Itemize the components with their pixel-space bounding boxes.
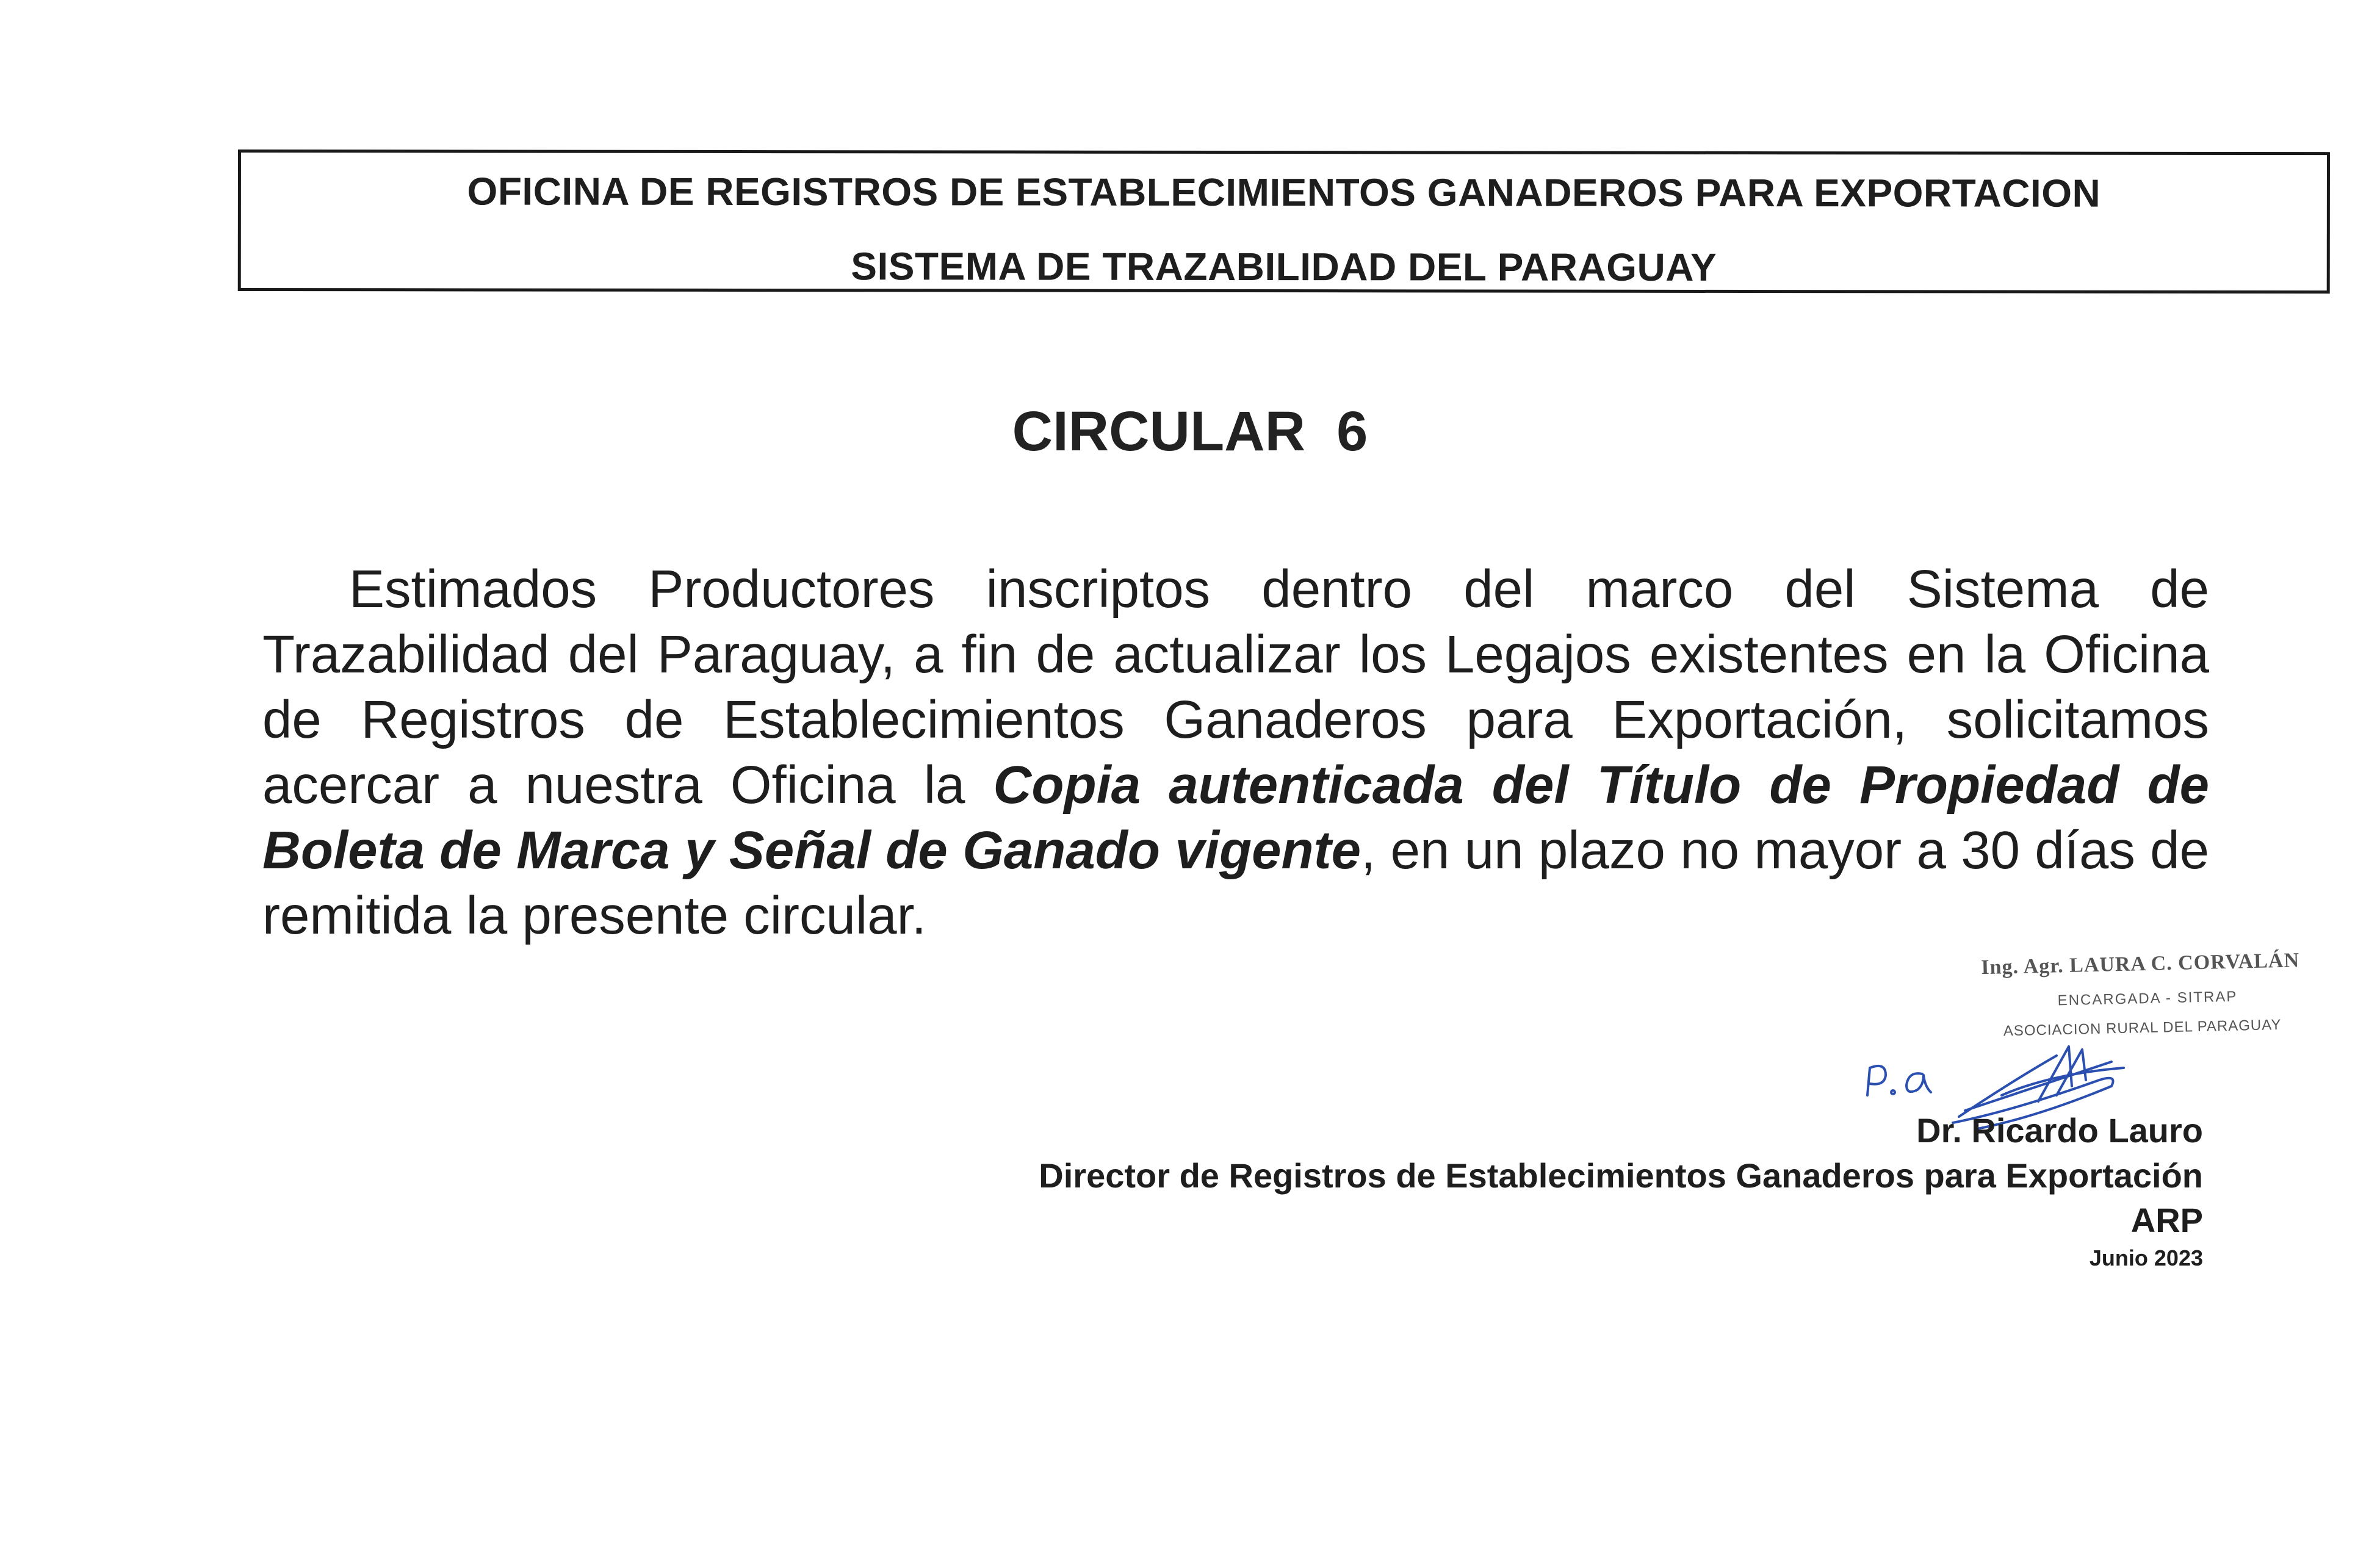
stamp-name: Ing. Agr. LAURA C. CORVALÁN: [1980, 949, 2300, 979]
body-text-intro: Estimados Productores inscriptos dentro del marco del Sistema de Trazabilidad del Paraguay, a fin de actualizar los Legajos existentes en la Oficina de Registros de Establecimientos Ganaderos para Exportación, solicitamos acercar a nuestra Oficina la: [262, 560, 2209, 815]
body-text-emphasis: Copia autenticada del Título de Propiedad de Boleta de Marca y Señal de Ganado vigente: [262, 755, 2209, 880]
signatory-title: Director de Registros de Establecimientos Ganaderos para Exportación: [1039, 1156, 2203, 1195]
signature-stroke-3: [2038, 1046, 2072, 1101]
body-text-closing: , en un plazo no mayor a 30 días de remitida la presente circular.: [262, 821, 2209, 945]
system-name: SISTEMA DE TRAZABILIDAD DEL PARAGUAY: [851, 244, 1717, 289]
circular-body: [262, 556, 2209, 948]
stamp-role: ENCARGADA - SITRAP: [2057, 988, 2238, 1009]
initials-dot: [1891, 1090, 1895, 1094]
official-stamp: [1959, 949, 2313, 1040]
document-date: Junio 2023: [2089, 1245, 2203, 1270]
initials-p: [1867, 1066, 1886, 1095]
header-box: [238, 149, 2330, 294]
circular-title: CIRCULAR 6: [1012, 400, 1368, 463]
office-name: OFICINA DE REGISTROS DE ESTABLECIMIENTOS GANADEROS PARA EXPORTACION: [467, 169, 2101, 215]
signatory-organization: ARP: [2130, 1201, 2203, 1239]
signatory-block: [1039, 1108, 2203, 1273]
initials-a: [1906, 1073, 1931, 1092]
signatory-name: Dr. Ricardo Lauro: [1916, 1111, 2203, 1150]
signature-stroke-2: [1965, 1062, 2111, 1111]
stamp-organization: ASOCIACION RURAL DEL PARAGUAY: [2003, 1017, 2282, 1040]
